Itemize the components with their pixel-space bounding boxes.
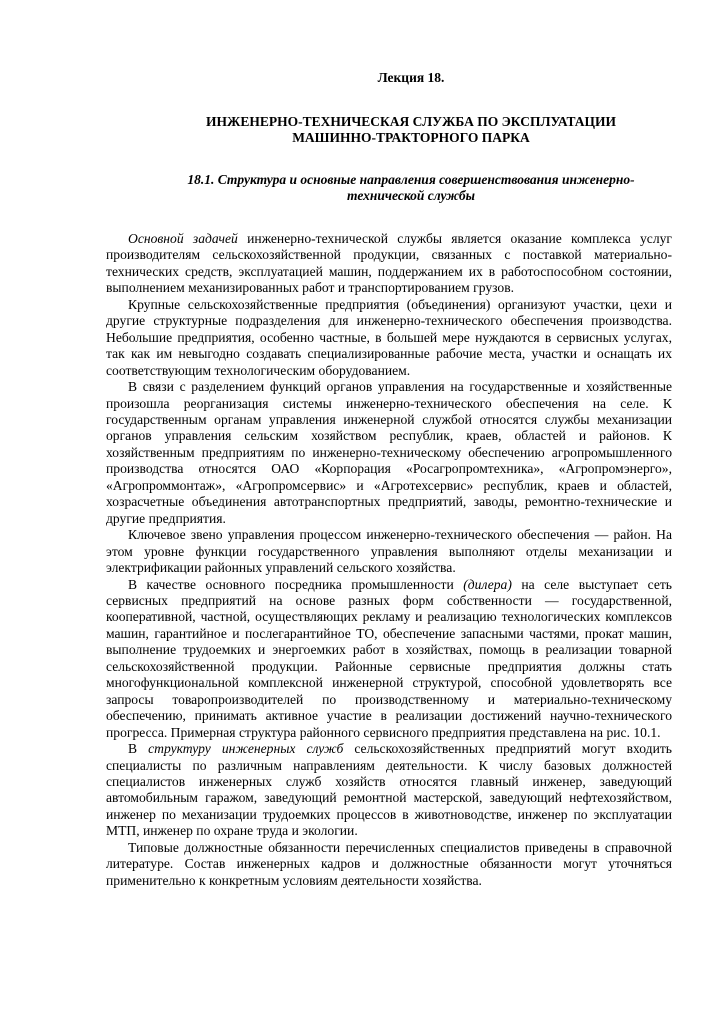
chapter-title-line-1: ИНЖЕНЕРНО-ТЕХНИЧЕСКАЯ СЛУЖБА ПО ЭКСПЛУАТАЦИИ: [205, 114, 617, 129]
paragraph-5-text-b: на селе выступает сеть сервисных предприятий на основе разных форм собственности — государственной, кооперативной, частной, осуществляющих рекламу и реализацию технологических комплексов машин, гарантийное и послегарантийное ТО, обеспечение запасными частями, прокат машин, выполнение трудоемких и энергоемких работ в хозяйствах, помощь в реализации товарной сельскохозяйственной продукции. Районные сервисные предприятия должны стать многофункциональной комплексной инженерной структурой, способной удовлетворять все запросы товаропроизводителей по производственному и материально-техническому обеспечению, принимать активное участие в реализации достижений научно-технического прогресса. Примерная структура районного сервисного предприятия представлена на рис. 10.1.: [106, 576, 672, 740]
paragraph-1-text: инженерно-технической службы является оказание комплекса услуг производителям сельскохозяйственной продукции, связанных с поставкой материально-технических средств, эксплуатацией машин, поддержанием их в работоспособном состоянии, выполнением механизированных работ и транспортированием грузов.: [106, 231, 672, 296]
section-heading-line-1: 18.1. Структура и основные направления совершенствования инженерно-: [187, 172, 635, 187]
paragraph-6-text-b: сельскохозяйственных предприятий могут входить специалисты по различным направлениям деятельности. К числу базовых должностей специалистов инженерных служб хозяйств относятся главный инженер, заведующий автомобильным гаражом, заведующий ремонтной мастерской, заведующий нефтехозяйством, инженер по механизации трудоемких процессов в животноводстве, инженер по эксплуатации МТП, инженер по охране труда и экологии.: [106, 741, 672, 839]
paragraph-3: В связи с разделением функций органов управления на государственные и хозяйственные произошла реорганизация системы инженерно-технического обеспечения на селе. К государственным органам управления инженерной службой относятся службы механизации органов управления сельским хозяйством республик, краев, областей и районов. К хозяйственным предприятиям по инженерно-техническому обеспечению агропромышленного производства относятся ОАО «Корпорация «Росагропромтехника», «Агропромэнерго», «Агропроммонтаж», «Агропромсервис» и «Агротехсервис» республик, краев и областей, хозрасчетные объединения автотранспортных предприятий, заводы, ремонтно-технические и другие предприятия.: [106, 379, 672, 526]
paragraph-2: Крупные сельскохозяйственные предприятия (объединения) организуют участки, цехи и другие структурные подразделения для инженерно-технического обеспечения производства. Небольшие предприятия, особенно частные, в большей мере нуждаются в сервисных услугах, так как им невыгодно создавать специализированные рабочие места, участки и оснащать их соответствующим технологическим оборудованием.: [106, 296, 672, 378]
paragraph-6-italic: структуру инженерных служб: [148, 741, 344, 757]
chapter-title-line-2: МАШИННО-ТРАКТОРНОГО ПАРКА: [292, 130, 530, 145]
paragraph-6-text-a: В: [128, 741, 149, 757]
paragraph-5-italic: (дилера): [463, 576, 512, 592]
document-page: [106, 70, 672, 889]
paragraph-7: Типовые должностные обязанности перечисленных специалистов приведены в справочной литературе. Состав инженерных кадров и должностные обязанности могут уточняться применительно к конкретным условиям деятельности хозяйства.: [106, 839, 672, 888]
paragraph-4: Ключевое звено управления процессом инженерно-технического обеспечения — район. На этом уровне функции государственного управления выполняют отделы механизации и электрификации районных управлений сельского хозяйства.: [106, 527, 672, 576]
lecture-number: Лекция 18.: [377, 70, 445, 85]
paragraph-5-text-a: В качестве основного посредника промышленности: [128, 576, 464, 592]
paragraph-1-lead: Основной задачей: [128, 231, 238, 246]
paragraph-6: [106, 741, 672, 840]
section-heading-line-2: технической службы: [347, 188, 475, 203]
paragraph-1: [106, 231, 672, 297]
section-heading: [106, 172, 672, 204]
paragraph-5: [106, 577, 672, 742]
body-text: [106, 231, 672, 889]
chapter-title: [106, 114, 672, 146]
